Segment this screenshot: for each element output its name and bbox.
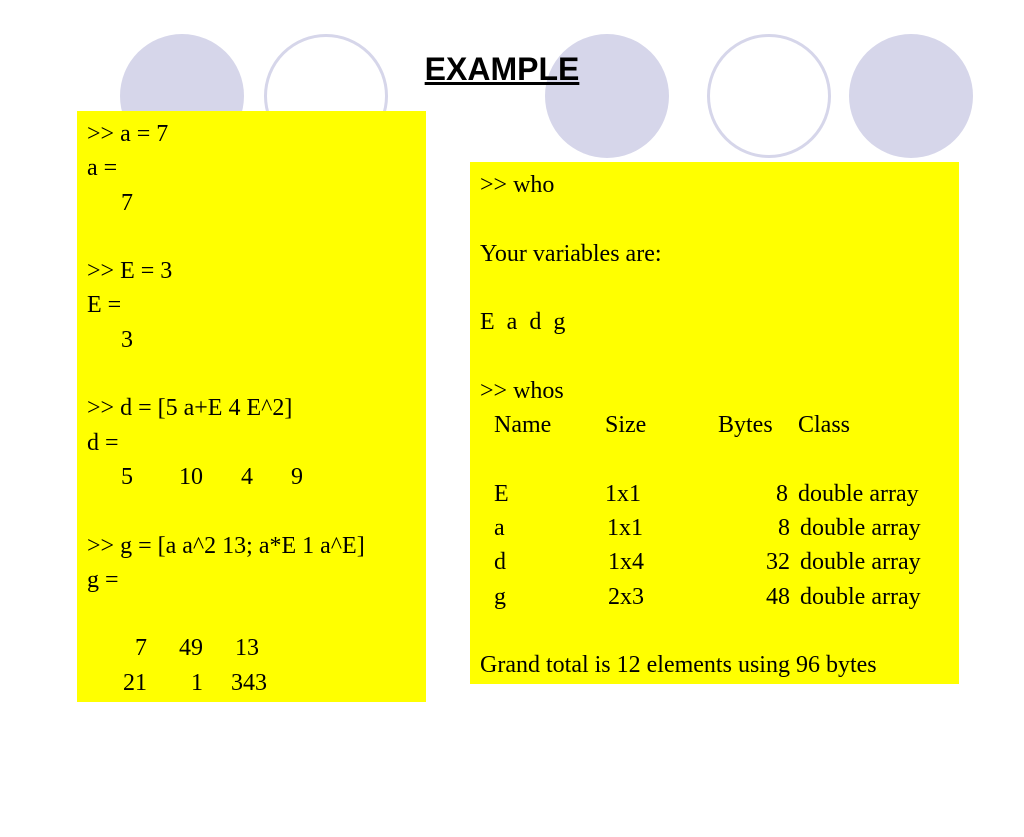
table-row — [480, 511, 959, 545]
command-line: >> d = [5 a+E 4 E^2] — [87, 395, 293, 422]
row-bytes: 8 — [778, 514, 790, 541]
output-value: 1 — [191, 669, 203, 696]
output-value: 4 — [241, 463, 253, 490]
row-name: g — [494, 583, 506, 610]
command-line: >> who — [480, 172, 555, 198]
column-header-size: Size — [605, 412, 647, 439]
matlab-whos-panel — [470, 162, 959, 684]
command-line: >> g = [a a^2 13; a*E 1 a^E] — [87, 532, 365, 559]
table-row — [480, 477, 959, 511]
command-line: >> whos — [480, 377, 564, 404]
table-row — [480, 545, 959, 579]
table-row — [480, 580, 959, 614]
column-header-bytes: Bytes — [718, 412, 773, 439]
row-name: E — [494, 480, 509, 507]
variables-heading: Your variables are: — [480, 240, 662, 267]
column-header-class: Class — [798, 412, 851, 439]
output-value: 49 — [179, 635, 203, 662]
row-size: 1x1 — [605, 480, 641, 507]
matlab-session-panel — [77, 111, 426, 702]
output-value: 7 — [121, 189, 133, 216]
output-label: E = — [87, 292, 122, 319]
command-line: >> a = 7 — [87, 121, 169, 147]
output-row — [87, 631, 426, 665]
row-name: a — [494, 514, 505, 541]
row-class: double array — [800, 583, 921, 610]
output-value: 21 — [123, 669, 147, 696]
output-value: 13 — [235, 635, 259, 662]
row-class: double array — [798, 480, 919, 507]
row-class: double array — [800, 549, 921, 576]
grand-total: Grand total is 12 elements using 96 bytes — [480, 652, 877, 679]
output-label: g = — [87, 566, 119, 593]
variables-list: E a d g — [480, 309, 566, 336]
output-value: 3 — [121, 326, 133, 353]
row-class: double array — [800, 514, 921, 541]
row-size: 1x4 — [608, 549, 644, 576]
output-label: d = — [87, 429, 119, 456]
output-value: 343 — [231, 669, 267, 696]
row-size: 1x1 — [607, 514, 643, 541]
output-row — [87, 666, 426, 700]
row-bytes: 32 — [766, 549, 790, 576]
row-name: d — [494, 549, 506, 576]
output-value: 7 — [135, 635, 147, 662]
output-row — [87, 460, 426, 494]
output-value: 10 — [179, 463, 203, 490]
table-header — [480, 408, 959, 442]
slide-title: EXAMPLE — [424, 51, 580, 87]
column-header-name: Name — [494, 412, 552, 439]
row-bytes: 8 — [776, 480, 788, 507]
output-label: a = — [87, 155, 118, 182]
row-bytes: 48 — [766, 583, 790, 610]
output-value: 5 — [121, 463, 133, 490]
row-size: 2x3 — [608, 583, 644, 610]
output-value: 9 — [291, 463, 303, 490]
command-line: >> E = 3 — [87, 258, 173, 285]
